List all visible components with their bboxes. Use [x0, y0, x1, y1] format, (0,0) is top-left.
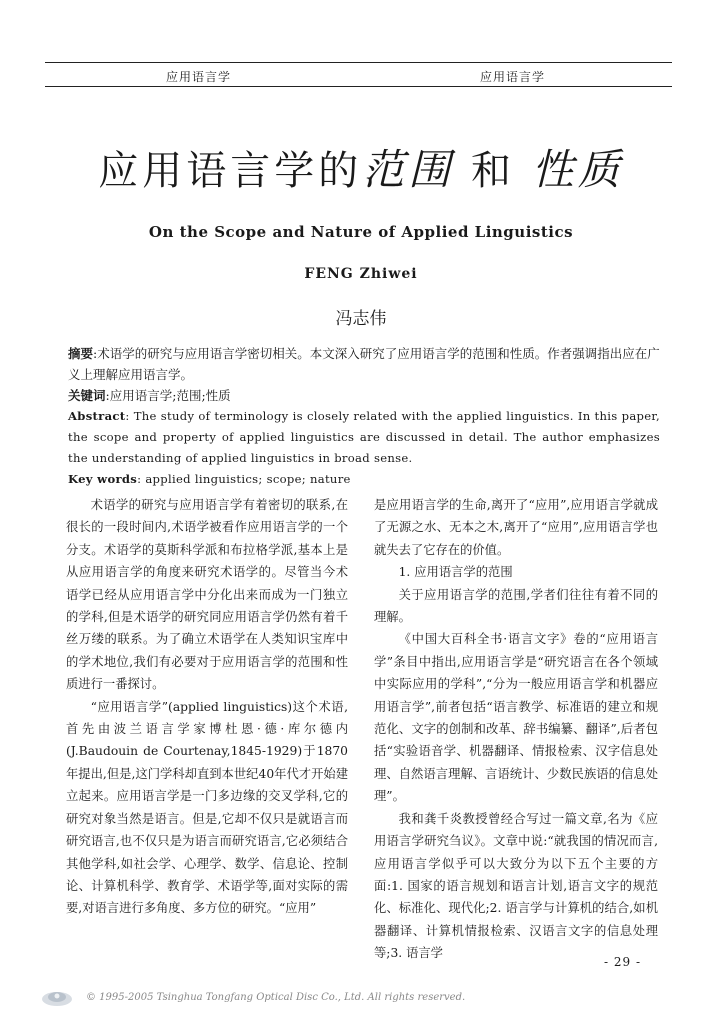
body-paragraph: 关于应用语言学的范围,学者们往往有着不同的理解。: [374, 587, 658, 625]
body-paragraph: 我和龚千炎教授曾经合写过一篇文章,名为《应用语言学研究刍议》。文章中说:“就我国的情况而言,应用语言学似乎可以大致分为以下五个主要的方面:1. 国家的语言规划和语言计划,语言文字的规范化、标准化、现代化;2. 语言学与计算机的结合,如机器翻译、计算机情报检索、汉语言文字的信息处理等;3. 语言学: [374, 811, 658, 961]
abstract-en-label: Abstract: [68, 409, 126, 423]
title-part-3: 和: [471, 148, 515, 194]
abstract-en-text: : The study of terminology is closely related with the applied linguistics. In this paper, the scope and property of applied linguistics are discussed in detail. The author emphasizes the understanding of applied linguistics in broad sense.: [68, 409, 660, 465]
abstract-cn-text: :术语学的研究与应用语言学密切相关。本文深入研究了应用语言学的范围和性质。作者强调指出应在广义上理解应用语言学。: [68, 346, 660, 382]
abstract-cn: [68, 343, 660, 385]
section-heading: 1. 应用语言学的范围: [398, 565, 513, 580]
english-title: On the Scope and Nature of Applied Linguistics: [148, 223, 574, 241]
keywords-en-text: : applied linguistics; scope; nature: [137, 472, 351, 486]
publisher-logo-icon: [40, 986, 74, 1008]
keywords-en: [68, 469, 660, 490]
abstract-cn-label: 摘要: [68, 346, 94, 361]
body-paragraph: “应用语言学”(applied linguistics)这个术语,首先由波兰语言学家博杜恩·德·库尔德内(J.Baudouin de Courtenay,1845-1929)于1870年提出,但是,这门学科却直到本世纪40年代才开始建立起来。应用语言学是一门多边缘的交叉学科,它的研究对象当然是语言。但是,它却不仅只是就语言而研究语言,也不仅只是为语言而研究语言,它必须结合其他学科,如社会学、心理学、数学、信息论、控制论、计算机科学、教育学、术语学等,面对实际的需要,对语言进行多角度、多方位的研究。“应用”: [66, 699, 348, 916]
article-title: [0, 138, 722, 203]
body-column-right: [374, 494, 658, 965]
running-header-left: 应用语言学: [166, 70, 232, 84]
header-top-rule: [45, 62, 672, 63]
body-paragraph: 《中国大百科全书·语言文字》卷的“应用语言学”条目中指出,应用语言学是“研究语言在各个领域中实际应用的学科”,“分为一般应用语言学和机器应用语言学”,前者包括“语言教学、标准语的建立和规范化、文字的创制和改革、辞书编纂、翻译”,后者包括“实验语音学、机器翻译、情报检索、汉字信息处理、自然语言理解、言语统计、少数民族语的信息处理”。: [374, 632, 658, 804]
running-header-right: 应用语言学: [480, 70, 546, 84]
keywords-en-label: Key words: [68, 472, 138, 486]
title-part-2: 范围: [362, 145, 455, 194]
body-paragraph: 术语学的研究与应用语言学有着密切的联系,在很长的一段时间内,术语学被看作应用语言学的一个分支。术语学的莫斯科学派和布拉格学派,基本上是从应用语言学的角度来研究术语学的。尽管当今术语学已经从应用语言学中分化出来而成为一门独立的学科,但是术语学的研究同应用语言学仍然有着千丝万缕的联系。为了确立术语学在人类知识宝库中的学术地位,我们有必要对于应用语言学的范围和性质进行一番探讨。: [66, 498, 348, 692]
body-paragraph: 是应用语言学的生命,离开了“应用”,应用语言学就成了无源之水、无本之木,离开了“应用”,应用语言学也就失去了它存在的价值。: [374, 498, 658, 557]
keywords-cn: [68, 385, 660, 406]
keywords-cn-text: :应用语言学;范围;性质: [105, 388, 231, 403]
body-column-left: [66, 494, 348, 920]
title-part-1: 应用语言学的: [98, 148, 363, 194]
keywords-cn-label: 关键词: [68, 388, 106, 403]
title-part-4: 性质: [531, 145, 624, 194]
copyright-footer: © 1995-2005 Tsinghua Tongfang Optical Disc Co., Ltd. All rights reserved.: [86, 992, 466, 1003]
page-number: - 29 -: [604, 955, 642, 969]
english-author: FENG Zhiwei: [304, 266, 418, 282]
abstract-en: [68, 406, 660, 469]
header-bottom-rule: [45, 86, 672, 87]
chinese-author: 冯志伟: [335, 309, 387, 329]
